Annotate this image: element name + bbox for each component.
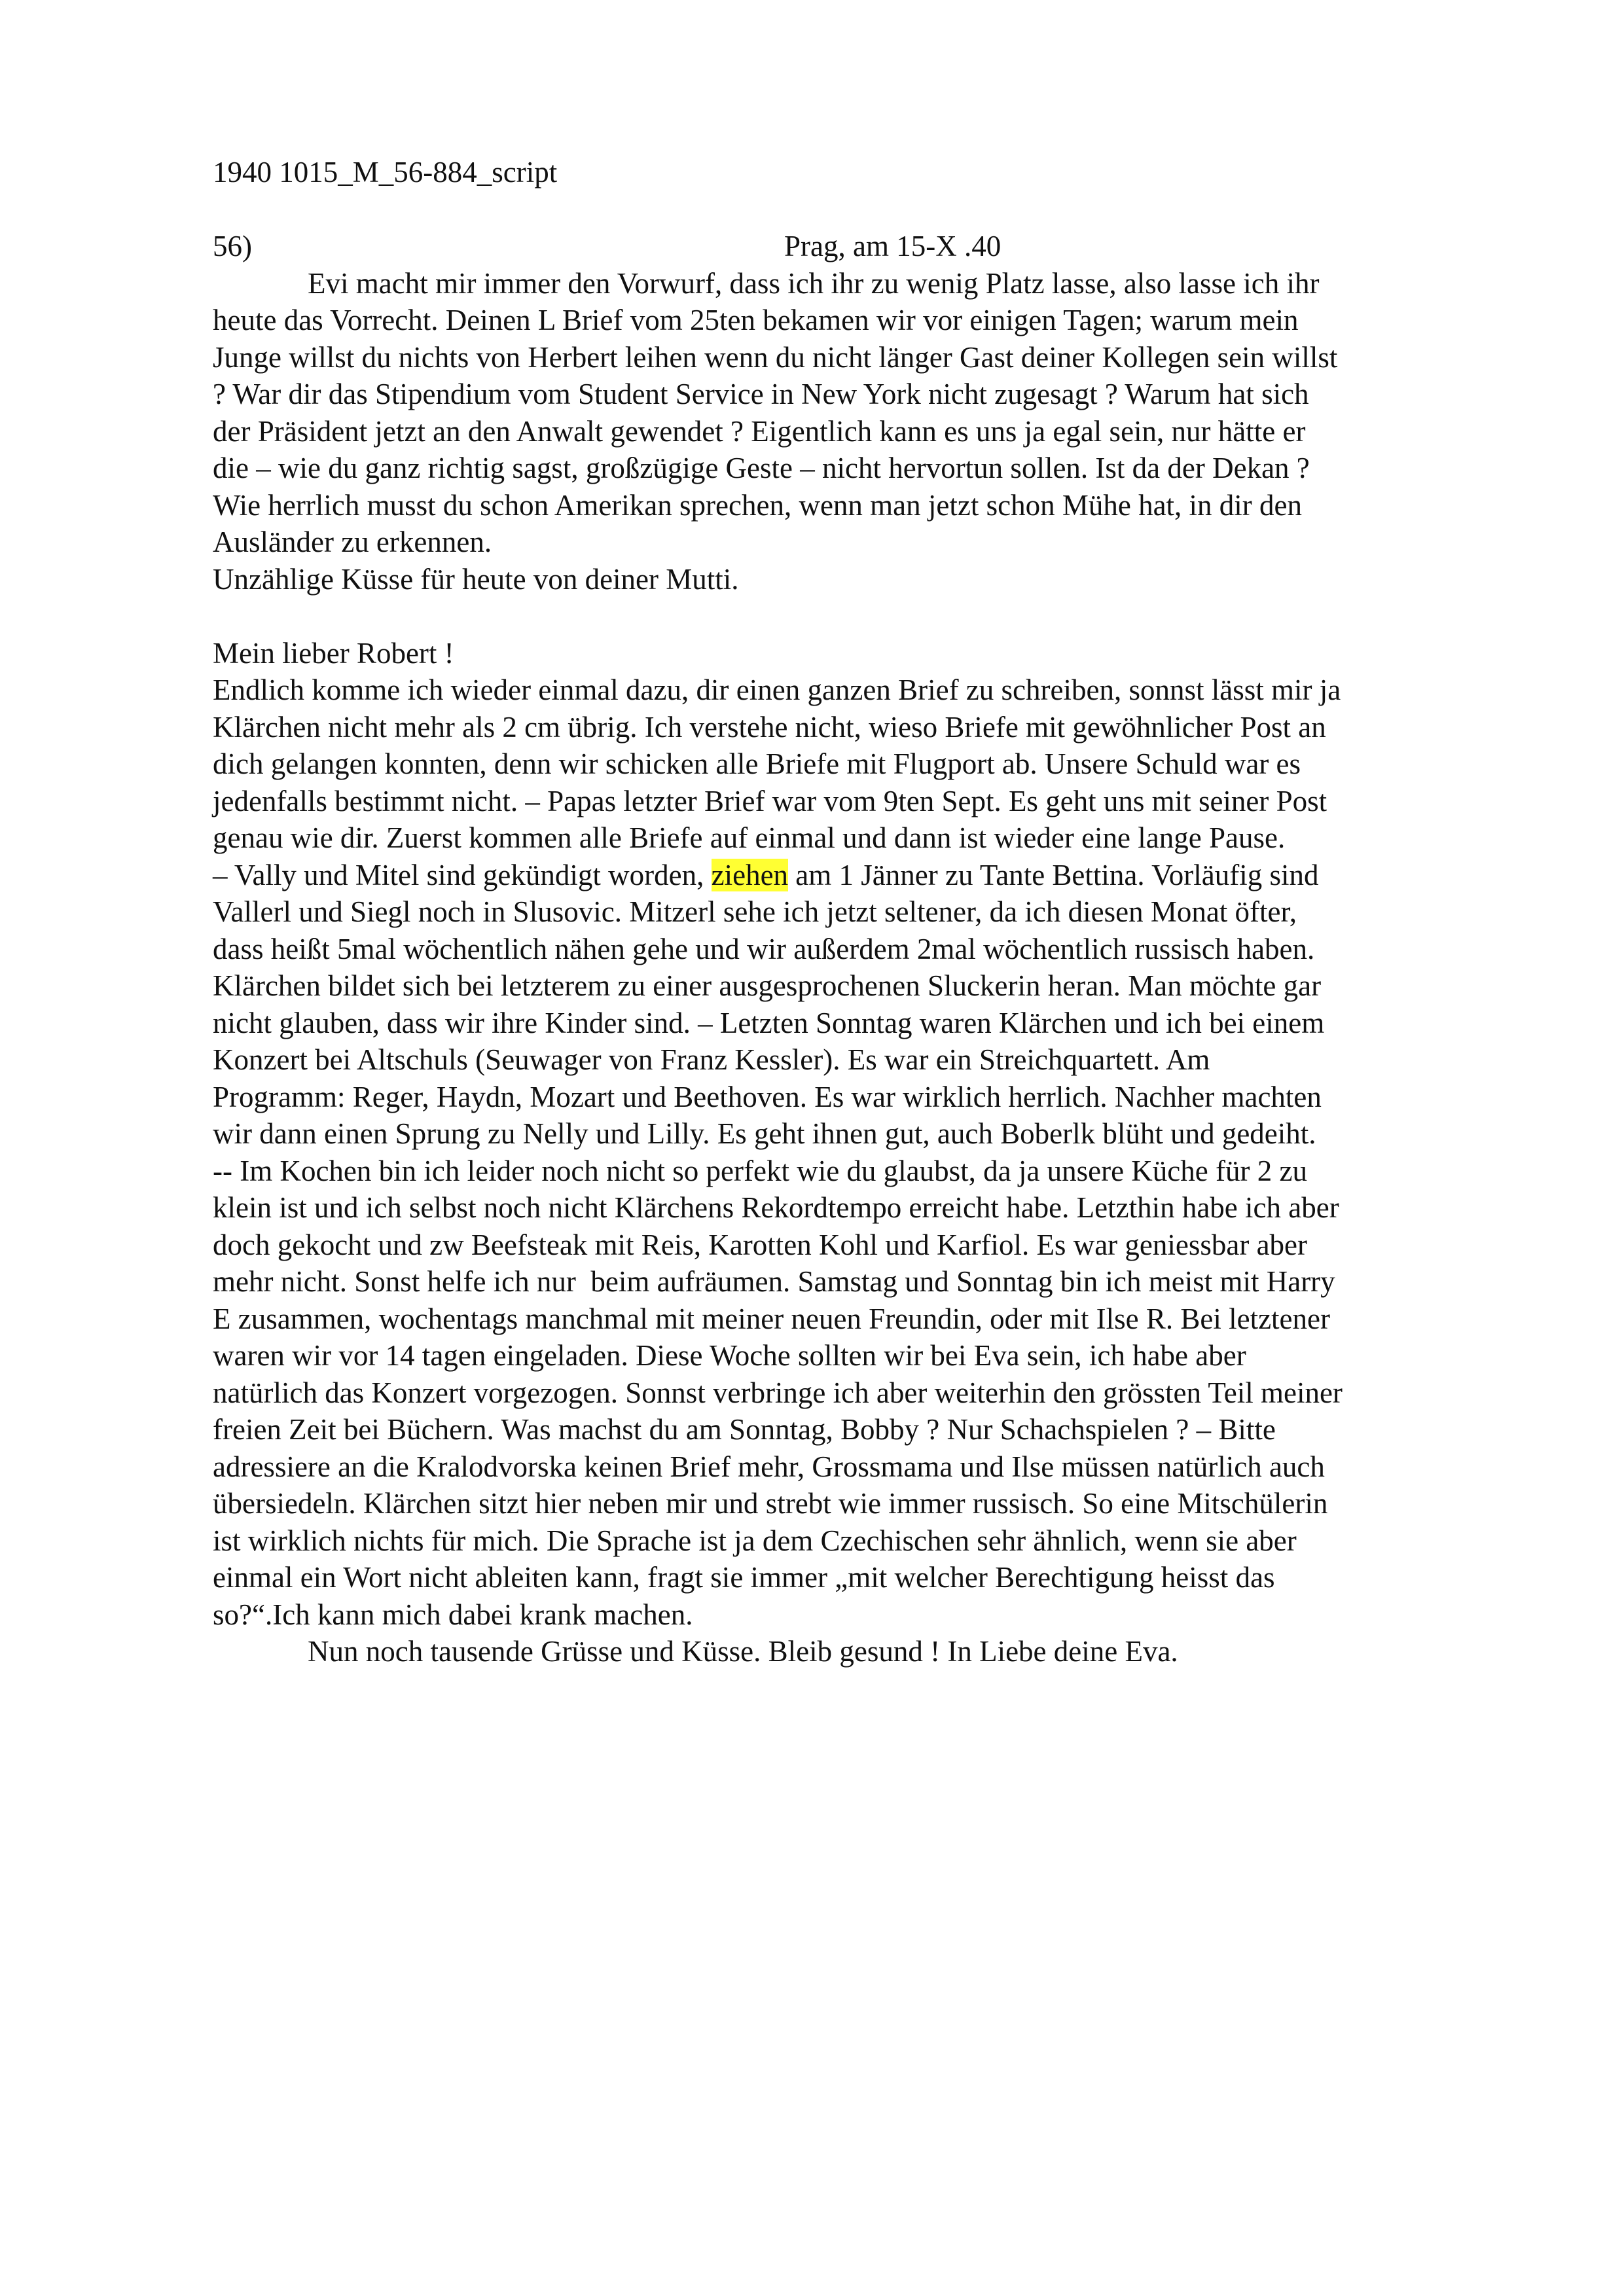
letter-number: 56) — [213, 230, 252, 262]
eva-line: adressiere an die Kralodvorska keinen Brief mehr, Grossmama und Ilse müssen natürlich auch — [213, 1450, 1325, 1483]
file-reference: 1940 1015_M_56-884_script — [213, 156, 558, 188]
eva-line: Endlich komme ich wieder einmal dazu, dir einen ganzen Brief zu schreiben, sonnst lässt mir ja — [213, 673, 1341, 706]
eva-line: so?“.Ich kann mich dabei krank machen. — [213, 1598, 693, 1631]
eva-line: freien Zeit bei Büchern. Was machst du am Sonntag, Bobby ? Nur Schachspielen ? – Bitte — [213, 1413, 1276, 1446]
eva-line: Programm: Reger, Haydn, Mozart und Beethoven. Es war wirklich herrlich. Nachher machten — [213, 1080, 1322, 1113]
mutti-signoff: Unzählige Küsse für heute von deiner Mutti. — [213, 562, 739, 596]
eva-line: genau wie dir. Zuerst kommen alle Briefe auf einmal und dann ist wieder eine lange Pause. — [213, 821, 1286, 854]
eva-line: Konzert bei Altschuls (Seuwager von Franz Kessler). Es war ein Streichquartett. Am — [213, 1043, 1210, 1076]
eva-line-highlighted — [213, 857, 1486, 894]
eva-closing: Nun noch tausende Grüsse und Küsse. Bleib gesund ! In Liebe deine Eva. — [308, 1635, 1178, 1668]
mutti-line: heute das Vorrecht. Deinen L Brief vom 25ten bekamen wir vor einigen Tagen; warum mein — [213, 304, 1299, 336]
eva-line: dich gelangen konnten, denn wir schicken alle Briefe mit Flugport ab. Unsere Schuld war es — [213, 747, 1301, 780]
eva-line: waren wir vor 14 tagen eingeladen. Diese Woche sollten wir bei Eva sein, ich habe aber — [213, 1339, 1246, 1372]
greeting: Mein lieber Robert ! — [213, 636, 454, 670]
eva-line: wir dann einen Sprung zu Nelly und Lilly. Es geht ihnen gut, auch Boberlk blüht und gedeiht. — [213, 1117, 1316, 1150]
eva-line: natürlich das Konzert vorgezogen. Sonnst verbringe ich aber weiterhin den grössten Teil meiner — [213, 1376, 1343, 1409]
eva-line: nicht glauben, dass wir ihre Kinder sind. – Letzten Sonntag waren Klärchen und ich bei einem — [213, 1006, 1325, 1039]
mutti-line: Evi macht mir immer den Vorwurf, dass ich ihr zu wenig Platz lasse, also lasse ich ihr — [308, 266, 1320, 300]
mutti-line: Wie herrlich musst du schon Amerikan sprechen, wenn man jetzt schon Mühe hat, in dir den — [213, 488, 1303, 522]
mutti-line: der Präsident jetzt an den Anwalt gewendet ? Eigentlich kann es uns ja egal sein, nur hätte er — [213, 414, 1306, 448]
mutti-line: Junge willst du nichts von Herbert leihen wenn du nicht länger Gast deiner Kollegen sein willst — [213, 340, 1338, 374]
highlighted-word: ziehen — [711, 858, 789, 891]
eva-line: doch gekocht und zw Beefsteak mit Reis, Karotten Kohl und Karfiol. Es war geniessbar aber — [213, 1228, 1308, 1261]
mutti-line: ? War dir das Stipendium vom Student Service in New York nicht zugesagt ? Warum hat sich — [213, 378, 1309, 410]
eva-line: ist wirklich nichts für mich. Die Sprache ist ja dem Czechischen sehr ähnlich, wenn sie aber — [213, 1524, 1297, 1557]
highlight-after: am 1 Jänner zu Tante Bettina. Vorläufig sind — [788, 858, 1319, 891]
eva-line: Klärchen bildet sich bei letzterem zu einer ausgesprochenen Sluckerin heran. Man möchte gar — [213, 969, 1322, 1002]
eva-line: übersiedeln. Klärchen sitzt hier neben mir und strebt wie immer russisch. So eine Mitschülerin — [213, 1487, 1328, 1520]
document-header — [213, 154, 1486, 191]
eva-line: -- Im Kochen bin ich leider noch nicht so perfekt wie du glaubst, da ja unsere Küche für 2 zu — [213, 1154, 1307, 1187]
eva-line: klein ist und ich selbst noch nicht Klärchens Rekordtempo erreicht habe. Letzthin habe ich aber — [213, 1191, 1339, 1224]
mutti-line: Ausländer zu erkennen. — [213, 526, 492, 558]
eva-line: Klärchen nicht mehr als 2 cm übrig. Ich verstehe nicht, wieso Briefe mit gewöhnlicher Post an — [213, 710, 1326, 744]
eva-line: einmal ein Wort nicht ableiten kann, fragt sie immer „mit welcher Berechtigung heisst das — [213, 1561, 1275, 1594]
eva-line: Vallerl und Siegl noch in Slusovic. Mitzerl sehe ich jetzt seltener, da ich diesen Monat öfter, — [213, 895, 1297, 928]
eva-line: dass heißt 5mal wöchentlich nähen gehe und wir außerdem 2mal wöchentlich russisch haben. — [213, 932, 1315, 965]
eva-line: mehr nicht. Sonst helfe ich nur beim aufräumen. Samstag und Sonntag bin ich meist mit Harry — [213, 1265, 1335, 1298]
letter-dateline — [213, 228, 1486, 265]
eva-line: E zusammen, wochentags manchmal mit meiner neuen Freundin, oder mit Ilse R. Bei letztener — [213, 1302, 1330, 1335]
mutti-line: die – wie du ganz richtig sagst, großzügige Geste – nicht hervortun sollen. Ist da der Dekan ? — [213, 452, 1310, 484]
eva-line: jedenfalls bestimmt nicht. – Papas letzter Brief war vom 9ten Sept. Es geht uns mit seiner Post — [213, 784, 1327, 817]
letter-body — [213, 228, 1486, 1670]
blank-line — [213, 598, 1486, 635]
highlight-before: – Vally und Mitel sind gekündigt worden, — [213, 858, 712, 891]
letter-date: Prag, am 15-X .40 — [784, 230, 1001, 262]
